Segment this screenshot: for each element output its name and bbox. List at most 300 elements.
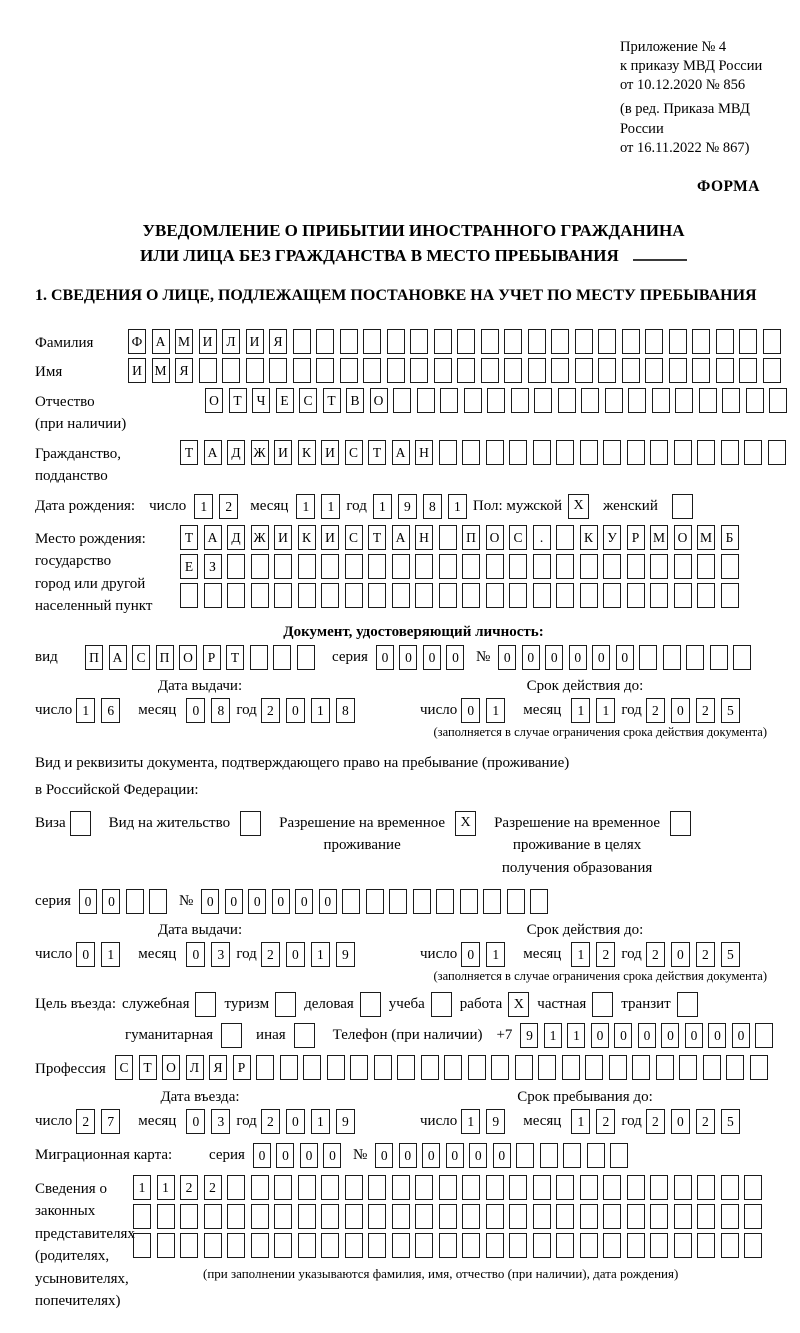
char-cell[interactable] <box>439 1204 457 1229</box>
char-cell[interactable] <box>486 1204 504 1229</box>
char-cell[interactable]: 1 <box>486 698 505 723</box>
rvp-number-cells[interactable] <box>201 889 554 914</box>
char-cell[interactable]: 0 <box>616 645 634 670</box>
char-cell[interactable] <box>622 358 640 383</box>
char-cell[interactable]: 0 <box>614 1023 632 1048</box>
citizenship-cells[interactable] <box>180 440 791 465</box>
char-cell[interactable]: К <box>298 440 316 465</box>
char-cell[interactable] <box>392 554 410 579</box>
char-cell[interactable] <box>321 1233 339 1258</box>
rvp-issue-month-cells[interactable] <box>186 942 236 967</box>
char-cell[interactable] <box>628 388 646 413</box>
char-cell[interactable]: Т <box>180 440 198 465</box>
char-cell[interactable]: 1 <box>311 698 330 723</box>
char-cell[interactable] <box>303 1055 321 1080</box>
char-cell[interactable] <box>486 440 504 465</box>
char-cell[interactable] <box>457 358 475 383</box>
char-cell[interactable] <box>763 329 781 354</box>
char-cell[interactable] <box>274 1233 292 1258</box>
char-cell[interactable]: А <box>152 329 170 354</box>
char-cell[interactable] <box>345 1233 363 1258</box>
char-cell[interactable]: Р <box>627 525 645 550</box>
char-cell[interactable]: 2 <box>261 942 280 967</box>
char-cell[interactable] <box>504 329 522 354</box>
char-cell[interactable]: 1 <box>567 1023 585 1048</box>
char-cell[interactable] <box>627 440 645 465</box>
char-cell[interactable]: 0 <box>685 1023 703 1048</box>
char-cell[interactable]: Л <box>186 1055 204 1080</box>
char-cell[interactable] <box>556 554 574 579</box>
char-cell[interactable] <box>410 329 428 354</box>
char-cell[interactable]: М <box>650 525 668 550</box>
char-cell[interactable]: И <box>246 329 264 354</box>
char-cell[interactable] <box>204 1204 222 1229</box>
char-cell[interactable]: Р <box>203 645 221 670</box>
female-checkbox[interactable] <box>672 494 693 519</box>
char-cell[interactable]: 0 <box>638 1023 656 1048</box>
char-cell[interactable] <box>157 1233 175 1258</box>
char-cell[interactable] <box>580 440 598 465</box>
char-cell[interactable] <box>556 525 574 550</box>
char-cell[interactable]: 8 <box>423 494 442 519</box>
char-cell[interactable] <box>180 583 198 608</box>
char-cell[interactable] <box>721 1233 739 1258</box>
purpose-option-checkbox[interactable] <box>195 992 216 1017</box>
stay-year-cells[interactable] <box>646 1109 746 1134</box>
char-cell[interactable] <box>722 388 740 413</box>
char-cell[interactable] <box>345 583 363 608</box>
char-cell[interactable] <box>462 1204 480 1229</box>
char-cell[interactable] <box>744 1204 762 1229</box>
char-cell[interactable]: 0 <box>323 1143 341 1168</box>
char-cell[interactable]: 2 <box>596 1109 615 1134</box>
char-cell[interactable]: Б <box>721 525 739 550</box>
char-cell[interactable]: 1 <box>76 698 95 723</box>
char-cell[interactable] <box>251 1233 269 1258</box>
char-cell[interactable]: 2 <box>596 942 615 967</box>
char-cell[interactable] <box>298 1233 316 1258</box>
rvp-expiry-year-cells[interactable] <box>646 942 746 967</box>
char-cell[interactable]: С <box>115 1055 133 1080</box>
char-cell[interactable]: А <box>392 440 410 465</box>
char-cell[interactable] <box>491 1055 509 1080</box>
char-cell[interactable]: 0 <box>423 645 441 670</box>
char-cell[interactable]: И <box>321 525 339 550</box>
char-cell[interactable] <box>368 583 386 608</box>
char-cell[interactable] <box>293 358 311 383</box>
char-cell[interactable] <box>468 1055 486 1080</box>
passport-expiry-month-cells[interactable] <box>571 698 621 723</box>
char-cell[interactable] <box>585 1055 603 1080</box>
char-cell[interactable]: 1 <box>486 942 505 967</box>
char-cell[interactable] <box>293 329 311 354</box>
char-cell[interactable] <box>274 583 292 608</box>
char-cell[interactable] <box>580 554 598 579</box>
char-cell[interactable]: 0 <box>186 698 205 723</box>
char-cell[interactable]: 1 <box>571 1109 590 1134</box>
char-cell[interactable] <box>744 1175 762 1200</box>
doc-number-cells[interactable] <box>498 645 757 670</box>
char-cell[interactable] <box>180 1233 198 1258</box>
char-cell[interactable]: 0 <box>671 1109 690 1134</box>
char-cell[interactable] <box>321 554 339 579</box>
char-cell[interactable] <box>274 554 292 579</box>
char-cell[interactable] <box>350 1055 368 1080</box>
char-cell[interactable] <box>650 1204 668 1229</box>
char-cell[interactable] <box>769 388 787 413</box>
char-cell[interactable] <box>481 358 499 383</box>
char-cell[interactable] <box>530 889 548 914</box>
char-cell[interactable]: И <box>274 440 292 465</box>
purpose-option-checkbox[interactable] <box>360 992 381 1017</box>
char-cell[interactable] <box>298 1175 316 1200</box>
char-cell[interactable]: 1 <box>311 942 330 967</box>
char-cell[interactable]: 2 <box>696 698 715 723</box>
char-cell[interactable] <box>679 1055 697 1080</box>
char-cell[interactable] <box>669 358 687 383</box>
char-cell[interactable] <box>627 554 645 579</box>
char-cell[interactable] <box>551 358 569 383</box>
edu-residence-checkbox[interactable] <box>670 811 691 836</box>
passport-issue-year-cells[interactable] <box>261 698 361 723</box>
char-cell[interactable] <box>274 1204 292 1229</box>
char-cell[interactable] <box>603 554 621 579</box>
char-cell[interactable] <box>180 1204 198 1229</box>
stay-day-cells[interactable] <box>461 1109 511 1134</box>
char-cell[interactable]: Л <box>222 329 240 354</box>
char-cell[interactable] <box>697 1233 715 1258</box>
char-cell[interactable]: 0 <box>592 645 610 670</box>
char-cell[interactable]: 1 <box>571 942 590 967</box>
char-cell[interactable]: 6 <box>101 698 120 723</box>
char-cell[interactable] <box>345 1204 363 1229</box>
char-cell[interactable] <box>504 358 522 383</box>
migcard-series-cells[interactable] <box>253 1143 347 1168</box>
char-cell[interactable] <box>246 358 264 383</box>
char-cell[interactable]: 9 <box>486 1109 505 1134</box>
char-cell[interactable] <box>273 645 291 670</box>
char-cell[interactable]: Т <box>139 1055 157 1080</box>
char-cell[interactable]: 0 <box>102 889 120 914</box>
char-cell[interactable] <box>692 329 710 354</box>
char-cell[interactable] <box>486 1233 504 1258</box>
char-cell[interactable]: 0 <box>732 1023 750 1048</box>
rvp-issue-day-cells[interactable] <box>76 942 126 967</box>
char-cell[interactable] <box>227 583 245 608</box>
char-cell[interactable]: 0 <box>671 942 690 967</box>
char-cell[interactable]: 0 <box>671 698 690 723</box>
stay-month-cells[interactable] <box>571 1109 621 1134</box>
char-cell[interactable] <box>650 440 668 465</box>
char-cell[interactable] <box>509 554 527 579</box>
char-cell[interactable] <box>598 358 616 383</box>
char-cell[interactable] <box>462 554 480 579</box>
char-cell[interactable]: 1 <box>448 494 467 519</box>
char-cell[interactable] <box>509 583 527 608</box>
purpose-option-checkbox[interactable] <box>275 992 296 1017</box>
char-cell[interactable]: Н <box>415 525 433 550</box>
char-cell[interactable]: Т <box>368 440 386 465</box>
char-cell[interactable] <box>699 388 717 413</box>
passport-issue-day-cells[interactable] <box>76 698 126 723</box>
char-cell[interactable] <box>763 358 781 383</box>
char-cell[interactable]: С <box>299 388 317 413</box>
char-cell[interactable] <box>675 388 693 413</box>
char-cell[interactable] <box>363 329 381 354</box>
char-cell[interactable]: 0 <box>319 889 337 914</box>
char-cell[interactable] <box>528 329 546 354</box>
char-cell[interactable]: Я <box>175 358 193 383</box>
char-cell[interactable] <box>739 358 757 383</box>
char-cell[interactable]: 1 <box>461 1109 480 1134</box>
char-cell[interactable] <box>434 329 452 354</box>
char-cell[interactable] <box>721 1204 739 1229</box>
char-cell[interactable] <box>439 1175 457 1200</box>
char-cell[interactable] <box>603 1233 621 1258</box>
char-cell[interactable] <box>533 1233 551 1258</box>
char-cell[interactable] <box>603 440 621 465</box>
char-cell[interactable]: 0 <box>446 645 464 670</box>
char-cell[interactable] <box>439 1233 457 1258</box>
char-cell[interactable] <box>746 388 764 413</box>
rvp-expiry-day-cells[interactable] <box>461 942 511 967</box>
char-cell[interactable] <box>697 554 715 579</box>
char-cell[interactable]: Т <box>226 645 244 670</box>
char-cell[interactable] <box>316 329 334 354</box>
char-cell[interactable] <box>534 388 552 413</box>
char-cell[interactable]: 0 <box>248 889 266 914</box>
char-cell[interactable]: Я <box>209 1055 227 1080</box>
char-cell[interactable] <box>533 1175 551 1200</box>
char-cell[interactable] <box>716 329 734 354</box>
char-cell[interactable]: 1 <box>157 1175 175 1200</box>
char-cell[interactable] <box>421 1055 439 1080</box>
char-cell[interactable] <box>650 583 668 608</box>
char-cell[interactable]: 2 <box>261 698 280 723</box>
char-cell[interactable] <box>692 358 710 383</box>
title-blank-line[interactable] <box>633 245 687 261</box>
char-cell[interactable] <box>439 554 457 579</box>
char-cell[interactable]: 0 <box>469 1143 487 1168</box>
char-cell[interactable] <box>721 1175 739 1200</box>
birthdate-day-cells[interactable] <box>194 494 244 519</box>
char-cell[interactable]: Ч <box>252 388 270 413</box>
patronymic-cells[interactable] <box>205 388 793 413</box>
char-cell[interactable] <box>227 1175 245 1200</box>
char-cell[interactable] <box>562 1055 580 1080</box>
char-cell[interactable]: 2 <box>646 1109 665 1134</box>
char-cell[interactable] <box>462 1233 480 1258</box>
char-cell[interactable] <box>392 1204 410 1229</box>
char-cell[interactable]: 0 <box>591 1023 609 1048</box>
char-cell[interactable]: О <box>205 388 223 413</box>
char-cell[interactable] <box>460 889 478 914</box>
char-cell[interactable]: 1 <box>133 1175 151 1200</box>
residence-permit-checkbox[interactable] <box>240 811 261 836</box>
char-cell[interactable] <box>415 554 433 579</box>
char-cell[interactable] <box>674 583 692 608</box>
purpose-option-checkbox[interactable] <box>677 992 698 1017</box>
char-cell[interactable] <box>340 329 358 354</box>
char-cell[interactable] <box>656 1055 674 1080</box>
char-cell[interactable] <box>393 388 411 413</box>
char-cell[interactable]: Т <box>229 388 247 413</box>
char-cell[interactable]: С <box>345 440 363 465</box>
char-cell[interactable]: 1 <box>101 942 120 967</box>
char-cell[interactable] <box>486 1175 504 1200</box>
char-cell[interactable]: 1 <box>373 494 392 519</box>
char-cell[interactable] <box>509 440 527 465</box>
char-cell[interactable] <box>645 358 663 383</box>
char-cell[interactable] <box>674 554 692 579</box>
char-cell[interactable]: С <box>509 525 527 550</box>
char-cell[interactable] <box>462 440 480 465</box>
char-cell[interactable]: 2 <box>696 1109 715 1134</box>
char-cell[interactable]: Е <box>180 554 198 579</box>
char-cell[interactable] <box>605 388 623 413</box>
char-cell[interactable] <box>417 388 435 413</box>
char-cell[interactable]: 0 <box>399 645 417 670</box>
char-cell[interactable] <box>157 1204 175 1229</box>
char-cell[interactable] <box>598 329 616 354</box>
char-cell[interactable] <box>462 1175 480 1200</box>
char-cell[interactable]: 2 <box>76 1109 95 1134</box>
char-cell[interactable]: 1 <box>321 494 340 519</box>
firstname-cells[interactable] <box>128 358 786 383</box>
char-cell[interactable] <box>251 583 269 608</box>
purpose-option-checkbox[interactable] <box>592 992 613 1017</box>
char-cell[interactable]: 0 <box>569 645 587 670</box>
char-cell[interactable] <box>632 1055 650 1080</box>
char-cell[interactable] <box>674 1204 692 1229</box>
char-cell[interactable]: А <box>204 440 222 465</box>
char-cell[interactable] <box>457 329 475 354</box>
char-cell[interactable] <box>321 583 339 608</box>
char-cell[interactable]: И <box>274 525 292 550</box>
char-cell[interactable] <box>297 645 315 670</box>
char-cell[interactable]: К <box>298 525 316 550</box>
passport-expiry-year-cells[interactable] <box>646 698 746 723</box>
char-cell[interactable]: 2 <box>646 698 665 723</box>
surname-cells[interactable] <box>128 329 786 354</box>
char-cell[interactable]: 0 <box>708 1023 726 1048</box>
char-cell[interactable] <box>674 1233 692 1258</box>
char-cell[interactable] <box>533 554 551 579</box>
char-cell[interactable]: О <box>370 388 388 413</box>
char-cell[interactable]: 9 <box>336 942 355 967</box>
char-cell[interactable] <box>768 440 786 465</box>
char-cell[interactable] <box>556 440 574 465</box>
char-cell[interactable] <box>515 1055 533 1080</box>
rvp-expiry-month-cells[interactable] <box>571 942 621 967</box>
char-cell[interactable] <box>697 1204 715 1229</box>
char-cell[interactable]: 0 <box>376 645 394 670</box>
char-cell[interactable]: 1 <box>194 494 213 519</box>
char-cell[interactable] <box>462 583 480 608</box>
char-cell[interactable]: 1 <box>296 494 315 519</box>
char-cell[interactable]: 9 <box>336 1109 355 1134</box>
char-cell[interactable] <box>697 440 715 465</box>
representatives-row2-cells[interactable] <box>133 1204 768 1229</box>
char-cell[interactable]: Т <box>368 525 386 550</box>
char-cell[interactable]: А <box>392 525 410 550</box>
char-cell[interactable] <box>663 645 681 670</box>
char-cell[interactable] <box>697 583 715 608</box>
char-cell[interactable] <box>387 358 405 383</box>
char-cell[interactable]: Ж <box>251 440 269 465</box>
char-cell[interactable] <box>366 889 384 914</box>
char-cell[interactable] <box>639 645 657 670</box>
representatives-row3-cells[interactable] <box>133 1233 768 1258</box>
char-cell[interactable]: Т <box>180 525 198 550</box>
char-cell[interactable] <box>622 329 640 354</box>
char-cell[interactable]: 0 <box>186 1109 205 1134</box>
char-cell[interactable]: 0 <box>201 889 219 914</box>
char-cell[interactable]: С <box>132 645 150 670</box>
char-cell[interactable]: 0 <box>300 1143 318 1168</box>
char-cell[interactable] <box>392 1233 410 1258</box>
char-cell[interactable] <box>199 358 217 383</box>
char-cell[interactable] <box>509 1175 527 1200</box>
char-cell[interactable] <box>321 1175 339 1200</box>
char-cell[interactable] <box>609 1055 627 1080</box>
char-cell[interactable] <box>726 1055 744 1080</box>
char-cell[interactable] <box>551 329 569 354</box>
char-cell[interactable] <box>227 554 245 579</box>
char-cell[interactable]: 0 <box>461 698 480 723</box>
char-cell[interactable] <box>387 329 405 354</box>
char-cell[interactable]: М <box>152 358 170 383</box>
char-cell[interactable] <box>581 388 599 413</box>
char-cell[interactable]: О <box>179 645 197 670</box>
char-cell[interactable] <box>533 583 551 608</box>
char-cell[interactable]: П <box>85 645 103 670</box>
char-cell[interactable]: П <box>462 525 480 550</box>
char-cell[interactable] <box>703 1055 721 1080</box>
char-cell[interactable] <box>434 358 452 383</box>
char-cell[interactable] <box>368 1175 386 1200</box>
char-cell[interactable] <box>563 1143 581 1168</box>
birthdate-month-cells[interactable] <box>296 494 346 519</box>
char-cell[interactable] <box>650 554 668 579</box>
char-cell[interactable]: 0 <box>545 645 563 670</box>
char-cell[interactable] <box>363 358 381 383</box>
char-cell[interactable] <box>580 583 598 608</box>
char-cell[interactable] <box>721 583 739 608</box>
char-cell[interactable] <box>610 1143 628 1168</box>
char-cell[interactable]: И <box>199 329 217 354</box>
doc-series-cells[interactable] <box>376 645 470 670</box>
char-cell[interactable]: М <box>175 329 193 354</box>
char-cell[interactable]: 1 <box>544 1023 562 1048</box>
char-cell[interactable]: 9 <box>520 1023 538 1048</box>
char-cell[interactable] <box>721 440 739 465</box>
birthplace-row1-cells[interactable] <box>180 525 744 550</box>
char-cell[interactable]: 0 <box>461 942 480 967</box>
char-cell[interactable]: О <box>486 525 504 550</box>
char-cell[interactable]: . <box>533 525 551 550</box>
char-cell[interactable]: 0 <box>493 1143 511 1168</box>
char-cell[interactable] <box>256 1055 274 1080</box>
char-cell[interactable] <box>538 1055 556 1080</box>
char-cell[interactable] <box>298 554 316 579</box>
entry-day-cells[interactable] <box>76 1109 126 1134</box>
char-cell[interactable] <box>415 1175 433 1200</box>
char-cell[interactable]: 0 <box>498 645 516 670</box>
char-cell[interactable]: 2 <box>180 1175 198 1200</box>
char-cell[interactable]: З <box>204 554 222 579</box>
char-cell[interactable] <box>227 1233 245 1258</box>
